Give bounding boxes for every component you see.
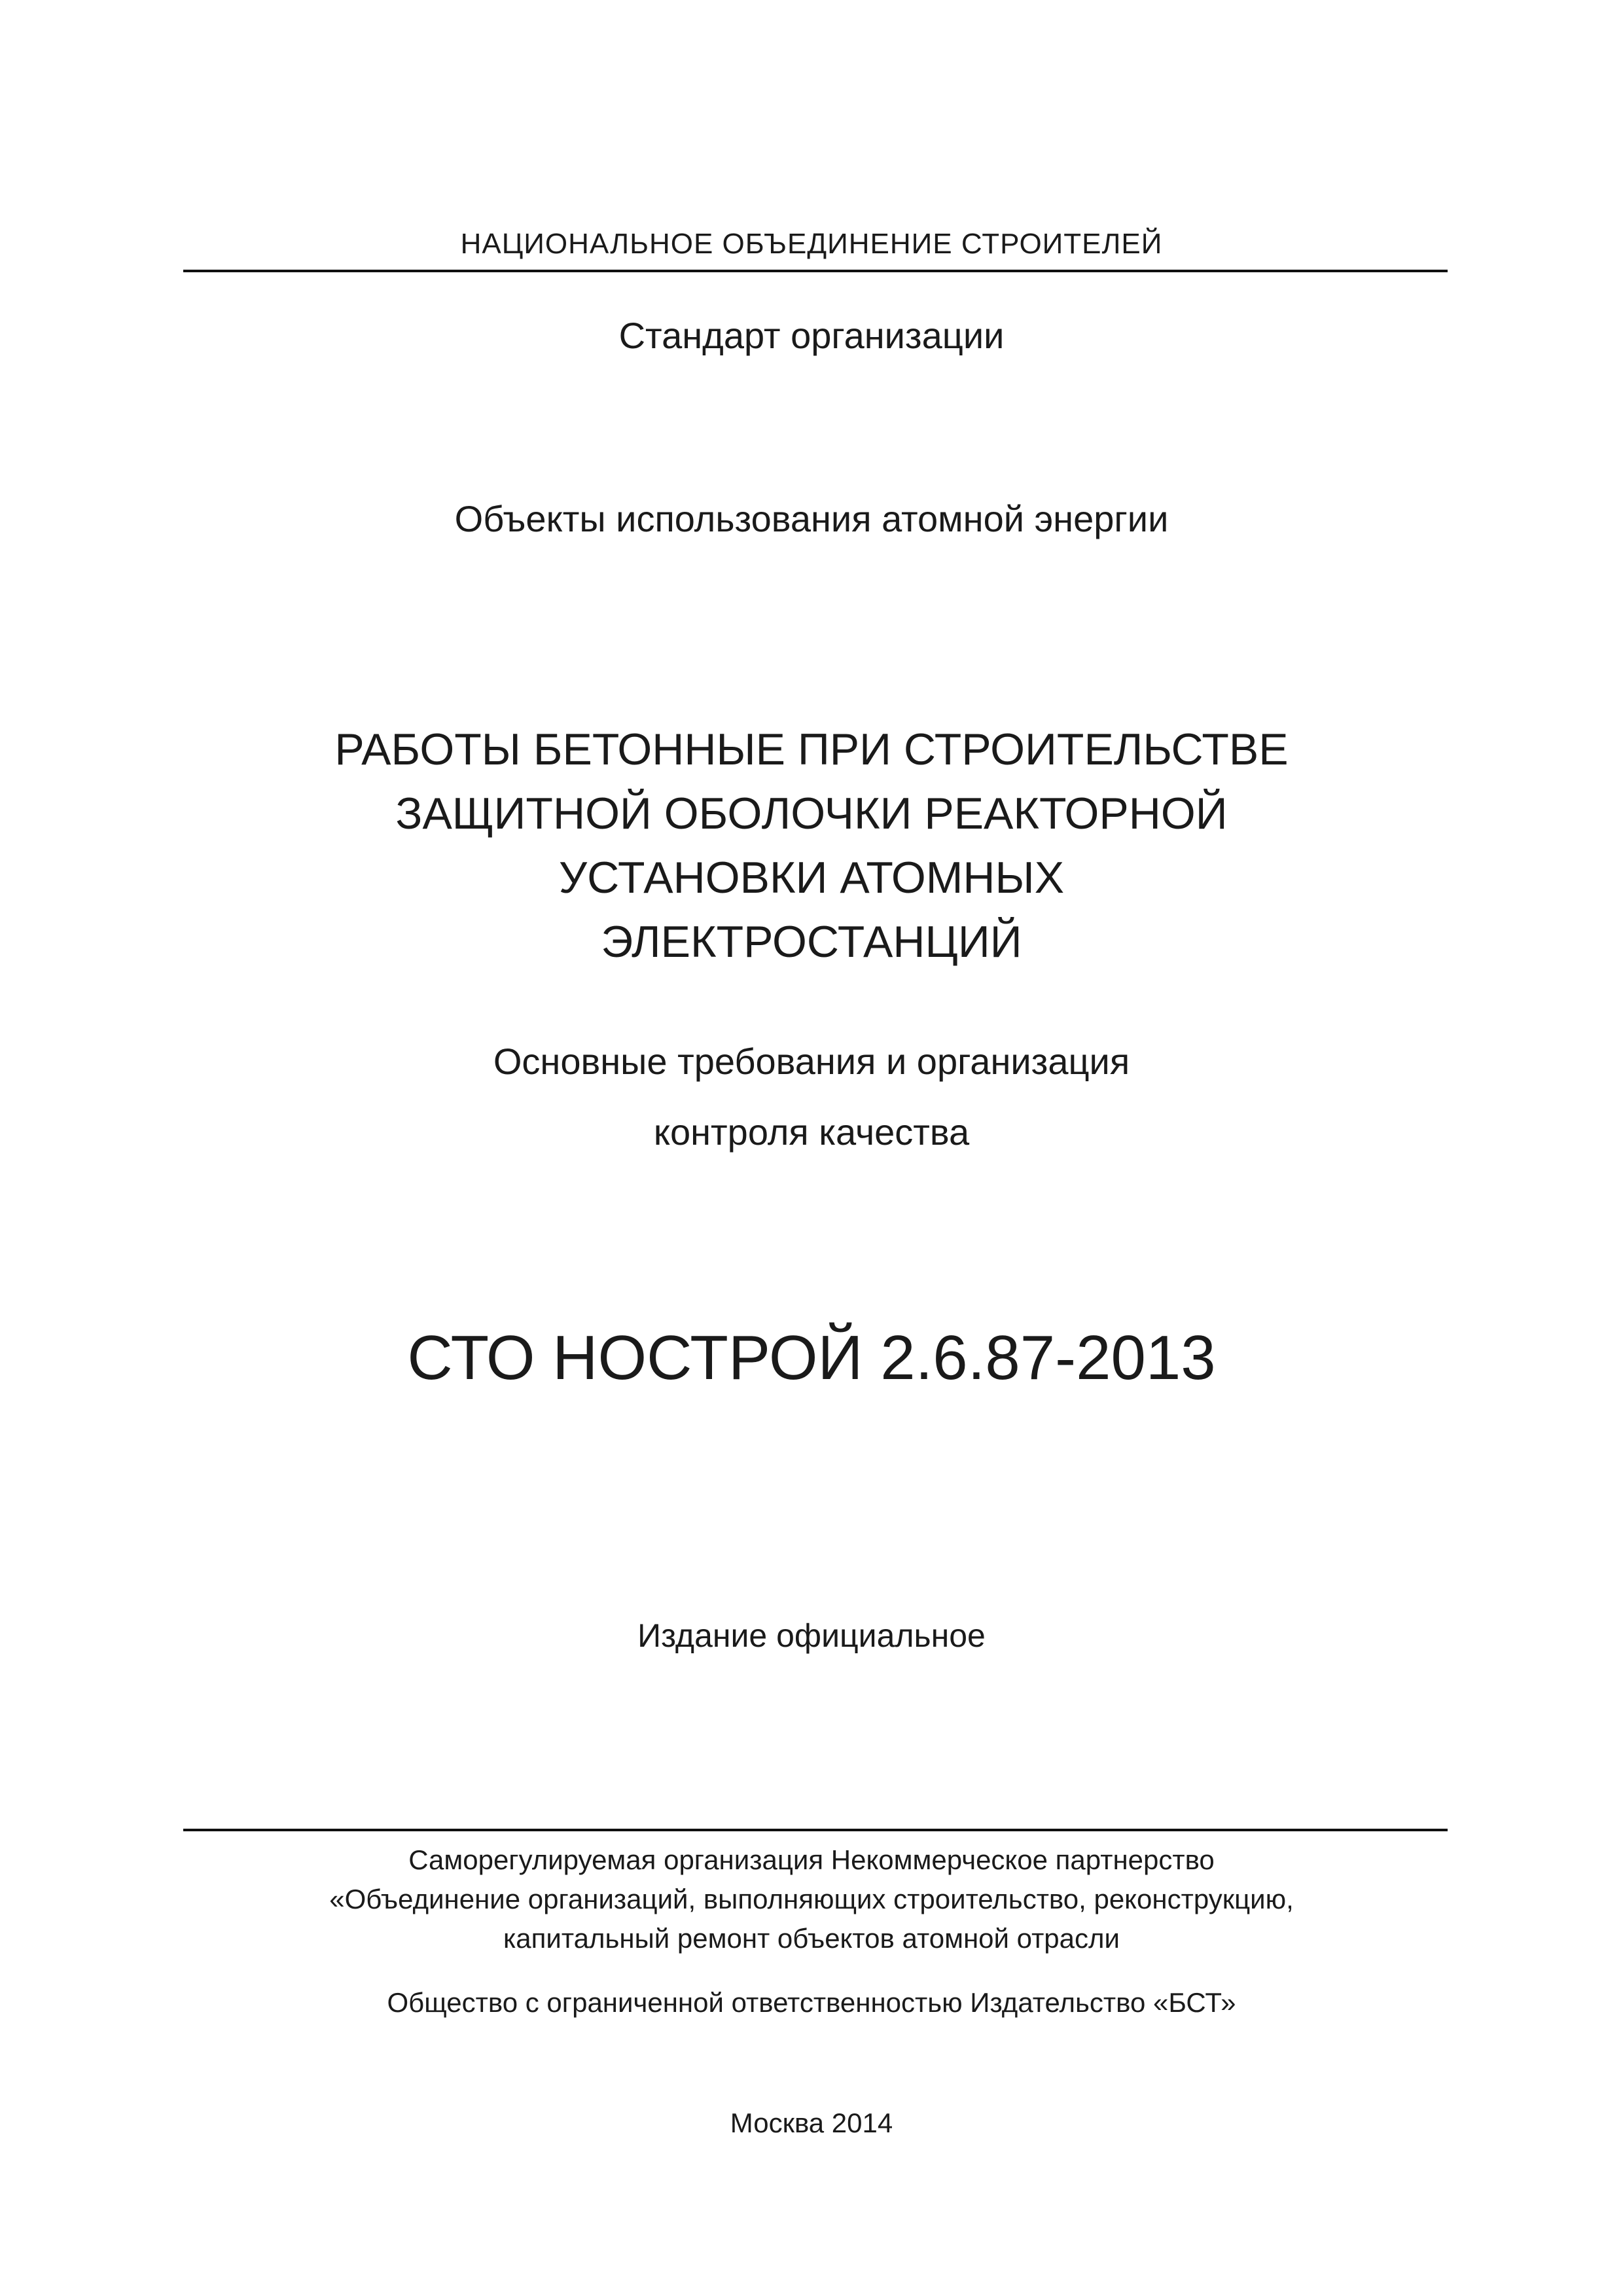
subtitle-line: Основные требования и организация [493,1041,1130,1082]
title-line: ЭЛЕКТРОСТАНЦИЙ [601,917,1022,967]
standard-designation: СТО НОСТРОЙ 2.6.87-2013 [407,1323,1216,1393]
title-line: РАБОТЫ БЕТОННЫЕ ПРИ СТРОИТЕЛЬСТВЕ [334,725,1289,774]
document-subtitle [0,1026,1623,1168]
publisher-line: Саморегулируемая организация Некоммерческое партнерство [408,1844,1215,1875]
organization-header: НАЦИОНАЛЬНОЕ ОБЪЕДИНЕНИЕ СТРОИТЕЛЕЙ [460,228,1163,260]
subject-area: Объекты использования атомной энергии [454,498,1169,539]
header-divider [183,270,1448,272]
footer-divider [183,1829,1448,1831]
publisher-organization [0,1840,1623,1958]
document-title [0,717,1623,974]
subtitle-line: контроля качества [653,1111,970,1153]
title-line: ЗАЩИТНОЙ ОБОЛОЧКИ РЕАКТОРНОЙ [395,789,1228,838]
city-year: Москва 2014 [730,2108,893,2138]
title-line: УСТАНОВКИ АТОМНЫХ [558,853,1065,903]
publisher-line: капитальный ремонт объектов атомной отрасли [503,1923,1120,1954]
publishing-house: Общество с ограниченной ответственностью Издательство «БСТ» [387,1987,1236,2018]
standard-type: Стандарт организации [618,315,1005,356]
publisher-line: «Объединение организаций, выполняющих строительство, реконструкцию, [329,1884,1294,1914]
edition-note: Издание официальное [637,1617,986,1654]
